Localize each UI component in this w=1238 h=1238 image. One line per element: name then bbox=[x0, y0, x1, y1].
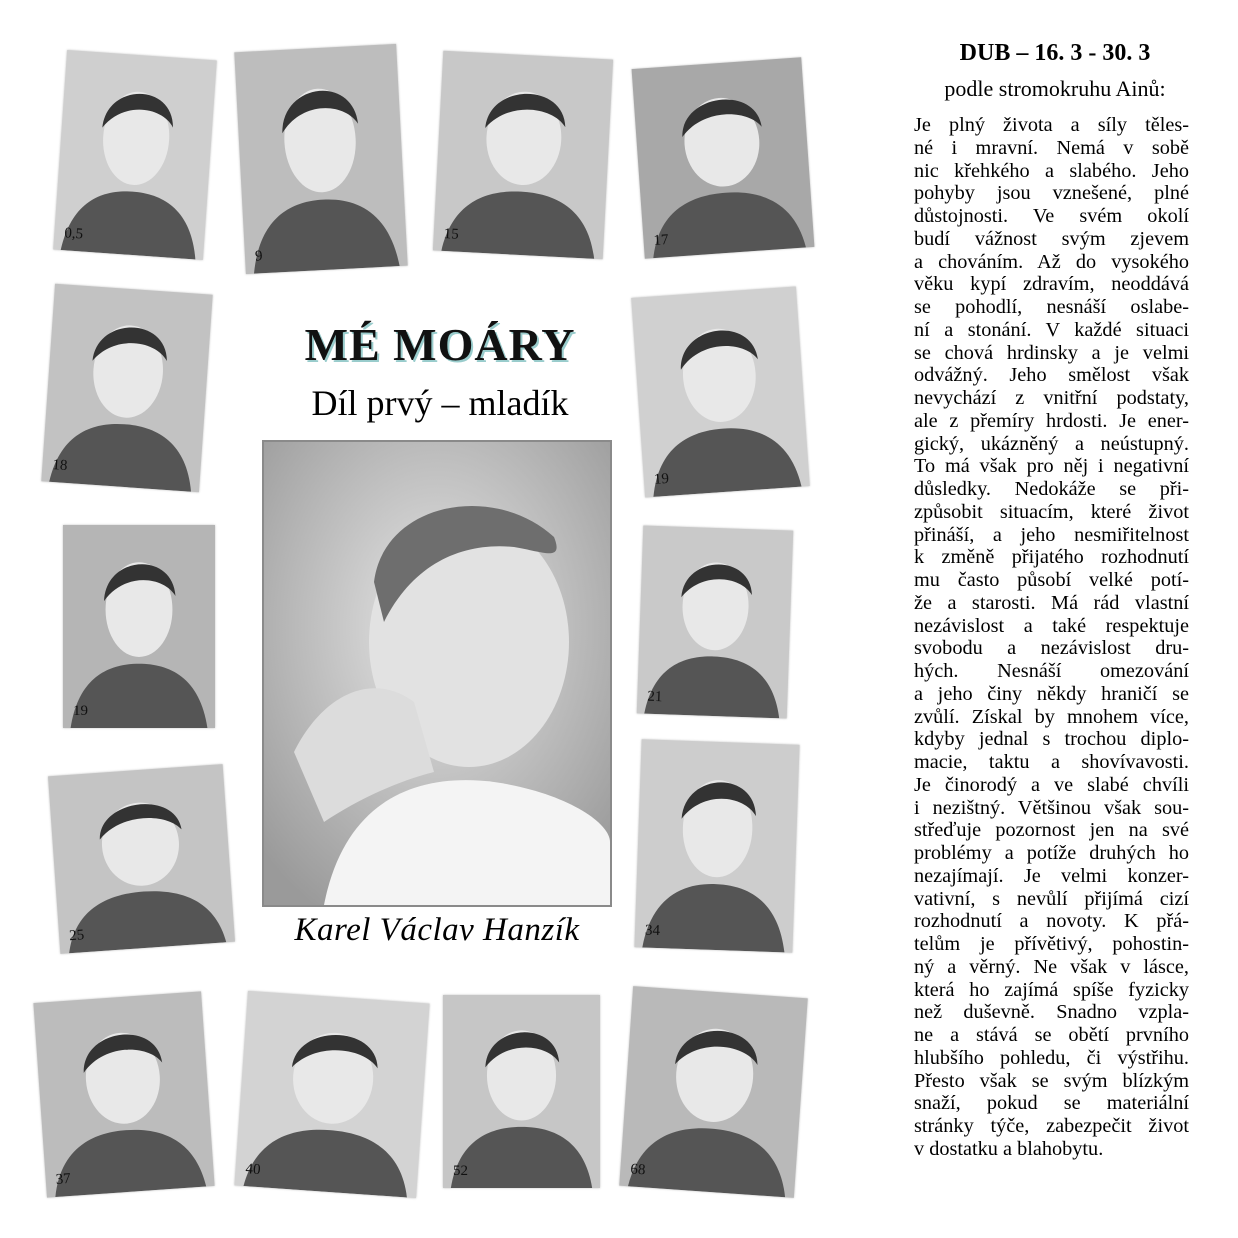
text-line: kdyby jednal s trochou diplo- bbox=[914, 728, 1189, 751]
text-line: Přesto však se svým blízkým bbox=[914, 1069, 1189, 1092]
portrait-silhouette-icon bbox=[264, 442, 610, 905]
age-photo bbox=[632, 57, 815, 258]
person-silhouette-icon bbox=[234, 991, 429, 1198]
text-line: se pohodlí, nesnáší oslabe- bbox=[914, 296, 1189, 318]
text-line: nic křehkého a slabého. Jeho bbox=[914, 159, 1189, 182]
age-label: 9 bbox=[254, 248, 263, 265]
age-photo bbox=[631, 286, 810, 497]
sidebar-body-text bbox=[914, 114, 1189, 1161]
age-photo bbox=[234, 991, 429, 1198]
text-line: vativní, s nevůlí přijímá cizí bbox=[914, 887, 1189, 910]
text-line: né i mravní. Nemá v sobě bbox=[914, 136, 1189, 159]
text-line: ný a věrný. Ne však v lásce, bbox=[914, 955, 1189, 978]
text-line: přináší, a jeho nesmiřitelnost bbox=[914, 523, 1189, 546]
person-silhouette-icon bbox=[234, 44, 407, 274]
age-photo bbox=[33, 991, 214, 1197]
text-line: hlubšího pohledu, či výstřihu. bbox=[914, 1046, 1189, 1069]
text-line: věku kypí zdravím, neoddává bbox=[914, 273, 1189, 296]
person-silhouette-icon bbox=[433, 51, 613, 260]
text-line: důstojnosti. Ve svém okolí bbox=[914, 205, 1189, 227]
text-line: Je plný života a síly těles- bbox=[914, 114, 1189, 136]
text-line: Je činorodý a ve slabé chvíli bbox=[914, 773, 1189, 796]
age-photo bbox=[619, 986, 808, 1198]
age-photo bbox=[48, 764, 235, 954]
age-photo bbox=[637, 525, 793, 718]
sidebar-subheading: podle stromokruhu Ainů: bbox=[944, 76, 1166, 101]
age-label: 40 bbox=[245, 1161, 262, 1179]
text-line: a chováním. Až do vysokého bbox=[914, 250, 1189, 273]
text-line: macie, taktu a shovívavosti. bbox=[914, 751, 1189, 773]
age-label: 0,5 bbox=[63, 225, 84, 243]
age-label: 52 bbox=[453, 1163, 468, 1179]
age-label: 19 bbox=[653, 470, 670, 488]
age-photo bbox=[63, 525, 215, 728]
age-label: 34 bbox=[644, 922, 661, 940]
age-label: 15 bbox=[443, 225, 460, 243]
text-line: nezávislost a také respektuje bbox=[914, 614, 1189, 637]
text-line: k změně přijatého rozhodnutí bbox=[914, 546, 1189, 569]
text-line: To má však pro něj i negativní bbox=[914, 455, 1189, 478]
text-line: důsledky. Nedokáže se při- bbox=[914, 478, 1189, 500]
person-silhouette-icon bbox=[631, 286, 810, 497]
person-silhouette-icon bbox=[63, 525, 215, 728]
person-silhouette-icon bbox=[634, 739, 799, 952]
author-signature: Karel Václav Hanzík bbox=[294, 912, 580, 948]
text-line: problémy a potíže druhých ho bbox=[914, 842, 1189, 864]
age-label: 18 bbox=[51, 457, 68, 475]
text-line: i nezištný. Většinou však sou- bbox=[914, 796, 1189, 819]
age-label: 37 bbox=[55, 1170, 72, 1188]
person-silhouette-icon bbox=[33, 991, 214, 1197]
age-label: 25 bbox=[68, 927, 85, 945]
person-silhouette-icon bbox=[48, 764, 235, 954]
age-label: 21 bbox=[647, 688, 663, 706]
age-photo bbox=[433, 51, 613, 260]
text-line: rozhodnutí a novoty. K přá- bbox=[914, 910, 1189, 933]
age-label: 19 bbox=[73, 703, 88, 719]
text-line: stránky týče, zabezpečit život bbox=[914, 1115, 1189, 1137]
age-photo bbox=[41, 284, 212, 493]
text-line: v dostatku a blahobytu. bbox=[914, 1137, 1104, 1160]
page-subtitle: Díl prvý – mladík bbox=[311, 383, 569, 423]
text-line: hých. Nesnáší omezování bbox=[914, 660, 1189, 682]
text-line: ne a stává se obětí prvního bbox=[914, 1024, 1189, 1046]
age-label: 17 bbox=[653, 232, 670, 250]
text-line: mu často působí velké potí- bbox=[914, 569, 1189, 591]
page-title: MÉ MOÁRY bbox=[304, 319, 576, 370]
text-line: budí vážnost svým zjevem bbox=[914, 227, 1189, 250]
main-portrait-photo bbox=[262, 440, 612, 907]
text-line: zvůlí. Získal by mnohem více, bbox=[914, 705, 1189, 728]
age-label: 68 bbox=[629, 1161, 646, 1179]
text-line: odvážný. Jeho smělost však bbox=[914, 364, 1189, 387]
age-photo bbox=[53, 50, 217, 260]
sidebar-heading: DUB – 16. 3 - 30. 3 bbox=[959, 40, 1151, 66]
text-line: způsobit situacím, které život bbox=[914, 500, 1189, 523]
person-silhouette-icon bbox=[632, 57, 815, 258]
age-photo bbox=[234, 44, 407, 274]
text-line: se chová hrdinsky a je velmi bbox=[914, 341, 1189, 364]
text-line: nezajímají. Je velmi konzer- bbox=[914, 864, 1189, 887]
person-silhouette-icon bbox=[619, 986, 808, 1198]
text-line: pohyby jsou vznešené, plné bbox=[914, 182, 1189, 205]
text-line: telům je přívětivý, pohostin- bbox=[914, 933, 1189, 955]
text-line: nevychází z vnitřní podstaty, bbox=[914, 387, 1189, 409]
text-line: a jeho činy někdy hraničí se bbox=[914, 682, 1189, 705]
text-line: která ho zajímá spíše fyzicky bbox=[914, 978, 1189, 1001]
age-photo bbox=[443, 995, 600, 1188]
text-line: že a starosti. Má rád vlastní bbox=[914, 591, 1189, 614]
text-line: střeďuje pozornost jen na své bbox=[914, 819, 1189, 842]
age-photo bbox=[634, 739, 799, 952]
person-silhouette-icon bbox=[443, 995, 600, 1188]
text-line: svobodu a nezávislost dru- bbox=[914, 637, 1189, 660]
text-line: ale z přemíry hrdosti. Je ener- bbox=[914, 409, 1189, 432]
text-line: ní a stonání. V každé situaci bbox=[914, 318, 1189, 341]
text-line: gický, ukázněný a neústupný. bbox=[914, 432, 1189, 455]
text-line: snaží, pokud se materiální bbox=[914, 1092, 1189, 1115]
text-line: než duševně. Snadno vzpla- bbox=[914, 1001, 1189, 1024]
